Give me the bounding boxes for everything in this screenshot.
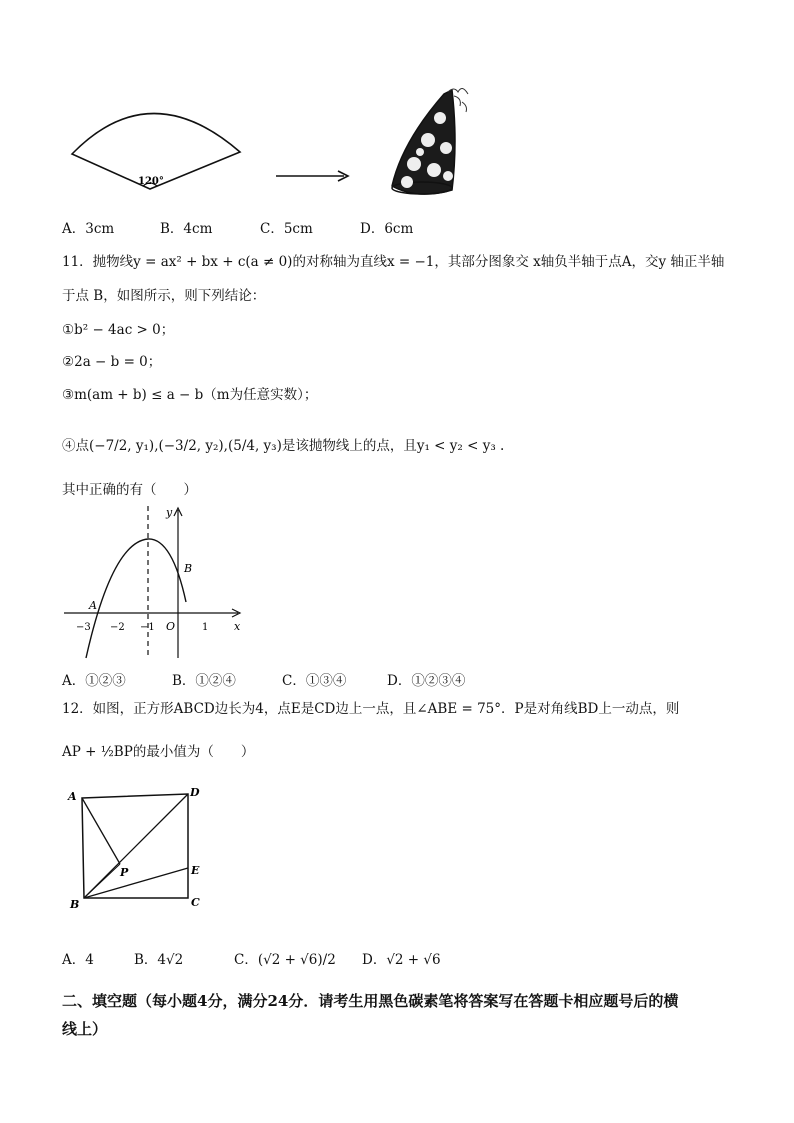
tick-1: 1	[202, 622, 209, 633]
q12-square-figure	[62, 780, 222, 915]
q10-option-b[interactable]: B．4cm	[160, 221, 213, 237]
sector-angle-label: 120°	[138, 176, 164, 187]
q11-parabola-graph	[62, 502, 252, 662]
q11-conclusion-2: ②2a − b = 0；	[62, 354, 162, 370]
q10-option-a[interactable]: A．3cm	[62, 221, 115, 237]
q11-conclusion-3: ③m(am + b) ≤ a − b（m为任意实数）；	[62, 387, 318, 403]
label-e: E	[191, 864, 200, 877]
point-a-label: A	[89, 599, 97, 612]
party-hat-image	[392, 88, 468, 194]
origin-label: O	[166, 620, 176, 633]
q11-stem-line2: 于点 B，如图所示，则下列结论：	[62, 288, 266, 304]
label-b: B	[70, 898, 80, 911]
q12-option-b[interactable]: B．4√2	[134, 952, 184, 968]
q12-stem-line1: 12．如图，正方形ABCD边长为4，点E是CD边上一点，且∠ABE = 75°．P是对角线BD上一动点，则	[62, 701, 680, 717]
y-axis-label: y	[166, 506, 173, 519]
segment-ap	[82, 798, 120, 864]
tick-minus-2: −2	[110, 622, 125, 633]
section2-title-line1: 二、填空题（每小题4分，满分24分．请考生用黑色碳素笔将答案写在答题卡相应题号后的横	[62, 992, 679, 1010]
q10-option-c[interactable]: C．5cm	[260, 221, 313, 237]
q11-option-b[interactable]: B．①②④	[172, 673, 236, 689]
q11-conclusion-1: ①b² − 4ac > 0；	[62, 322, 175, 338]
point-b-label: B	[184, 562, 193, 575]
x-axis-label: x	[234, 620, 241, 633]
label-d: D	[190, 786, 200, 799]
q11-options	[62, 669, 465, 689]
label-c: C	[191, 896, 200, 909]
q12-option-c[interactable]: C．(√2 + √6)/2	[234, 952, 336, 968]
q11-stem-line1: 11．抛物线y = ax² + bx + c(a ≠ 0)的对称轴为直线x = −1，其部分图象交 x轴负半轴于点A，交y 轴正半轴	[62, 254, 725, 270]
q10-option-d[interactable]: D．6cm	[360, 221, 414, 237]
parabola-curve	[86, 539, 186, 658]
q12-stem-line2: AP + ½BP的最小值为（ ）	[62, 744, 255, 760]
q11-option-c[interactable]: C．①③④	[282, 673, 347, 689]
tick-minus-1: −1	[140, 622, 155, 633]
section2-title-line2: 线上）	[62, 1020, 108, 1038]
q12-option-d[interactable]: D．√2 + √6	[362, 952, 441, 968]
q11-option-d[interactable]: D．①②③④	[387, 673, 466, 689]
label-a: A	[68, 790, 77, 803]
q11-conclusion-4: ④点(−7/2, y₁),(−3/2, y₂),(5/4, y₃)是该抛物线上的点，且y₁ < y₂ < y₃ .	[62, 438, 505, 454]
q12-options	[62, 948, 441, 968]
q10-options	[62, 217, 413, 237]
tick-minus-3: −3	[76, 622, 91, 633]
q10-figure	[62, 82, 502, 200]
q12-option-a[interactable]: A．4	[62, 952, 94, 968]
label-p: P	[120, 866, 129, 879]
q11-question: 其中正确的有（ ）	[62, 482, 197, 498]
q11-option-a[interactable]: A．①②③	[62, 673, 126, 689]
